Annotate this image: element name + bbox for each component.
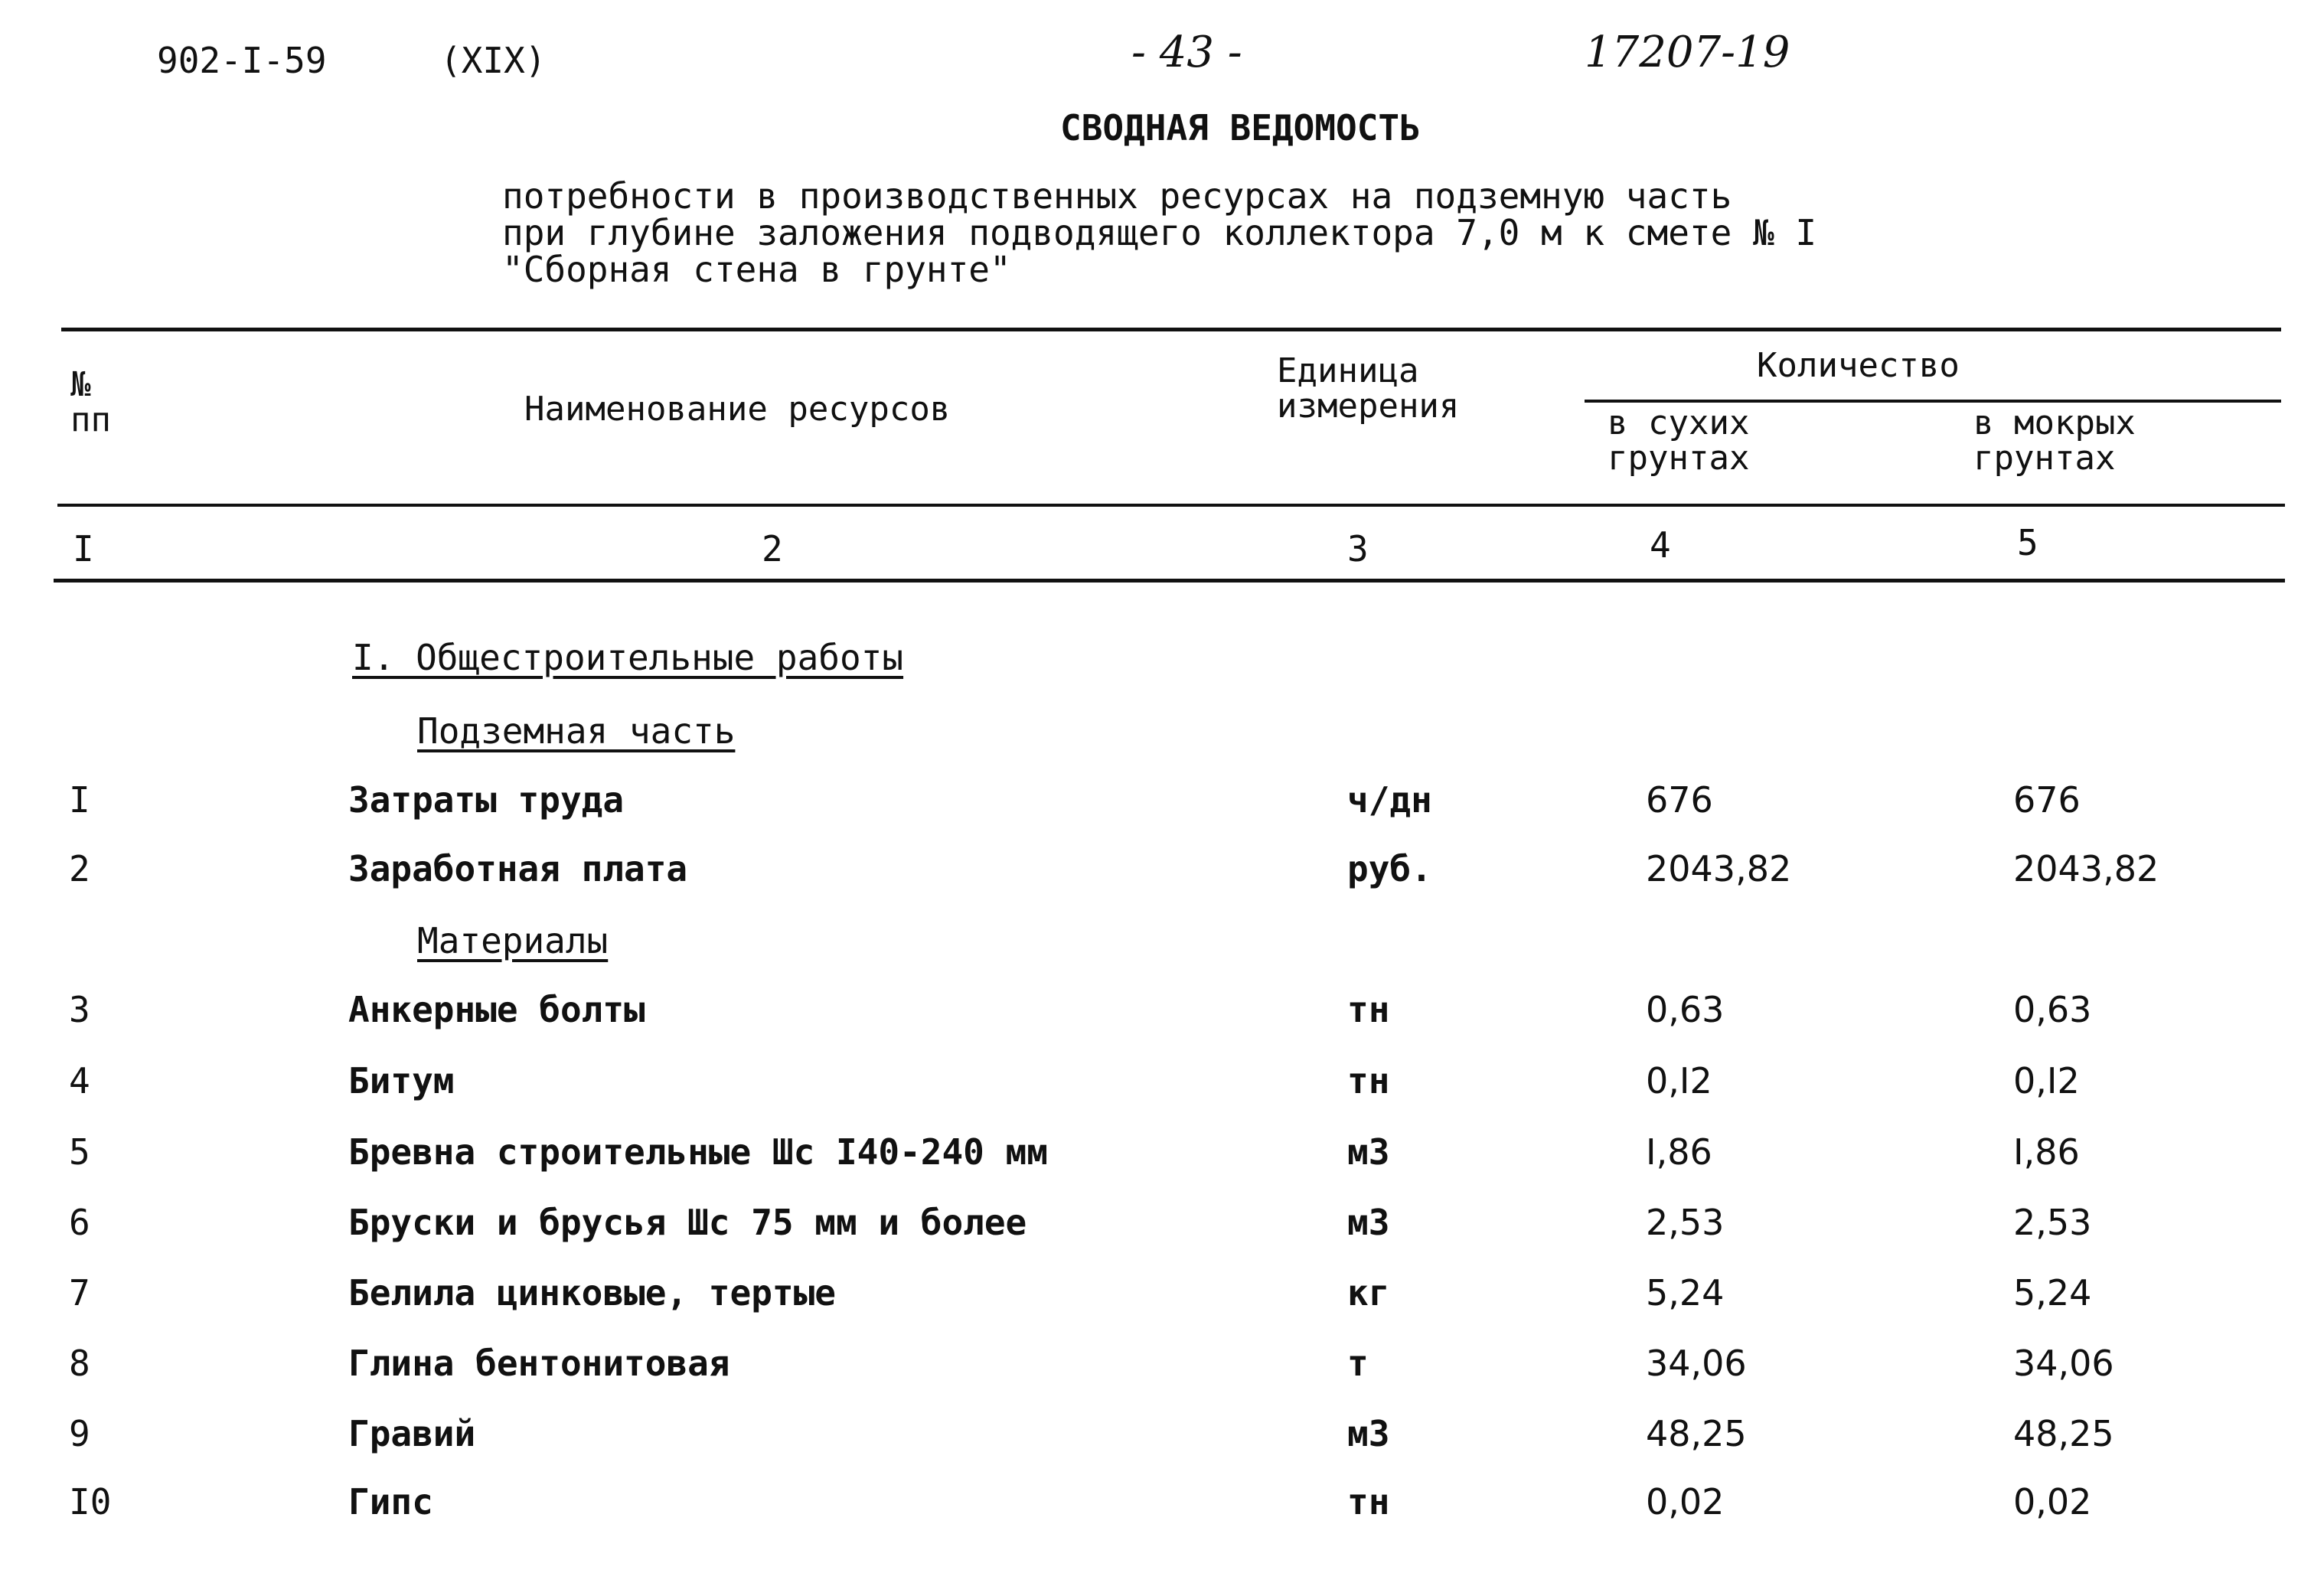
document-code: 902-I-59 [157, 40, 327, 81]
volume-number: (XIX) [440, 40, 547, 81]
row-number: I [69, 779, 90, 821]
table-row [0, 1413, 2324, 1467]
doc-number-handwritten: 17207-19 [1585, 28, 1790, 77]
subtitle-line-3: "Сборная стена в грунте" [502, 249, 1011, 290]
resource-name: Затраты труда [348, 779, 625, 821]
resource-name: Бруски и брусья Шс 75 мм и более [348, 1202, 1027, 1243]
resource-name: Битум [348, 1060, 455, 1101]
table-row [0, 779, 2324, 833]
table-row [0, 1272, 2324, 1326]
unit: м3 [1347, 1131, 1390, 1173]
table-row [0, 1343, 2324, 1396]
header-name: Наименование ресурсов [524, 390, 951, 429]
column-number-1: I [73, 528, 94, 569]
qty-wet: I,86 [2013, 1131, 2080, 1173]
table-row [0, 848, 2324, 902]
resource-name: Заработная плата [348, 848, 688, 889]
subsection-materials: Материалы [417, 920, 609, 961]
header-number: № пп [70, 365, 111, 439]
qty-dry: 2,53 [1646, 1202, 1725, 1243]
qty-dry: I,86 [1646, 1131, 1712, 1173]
table-row [0, 989, 2324, 1043]
resource-name: Глина бентонитовая [348, 1343, 730, 1384]
qty-dry: 0,63 [1646, 989, 1725, 1030]
qty-dry: 48,25 [1646, 1413, 1747, 1454]
qty-dry: 34,06 [1646, 1343, 1747, 1384]
unit: тн [1347, 1060, 1390, 1101]
header-bottom-rule [57, 504, 2285, 507]
qty-wet: 48,25 [2013, 1413, 2114, 1454]
qty-wet: 0,63 [2013, 989, 2092, 1030]
header-dry-soil: в сухих грунтах [1608, 403, 1750, 478]
qty-dry: 0,I2 [1646, 1060, 1712, 1101]
qty-dry: 2043,82 [1646, 848, 1792, 889]
column-number-3: 3 [1347, 528, 1369, 569]
resource-name: Гипс [348, 1481, 433, 1522]
qty-dry: 0,02 [1646, 1481, 1725, 1522]
unit: тн [1347, 989, 1390, 1030]
qty-wet: 0,02 [2013, 1481, 2092, 1522]
table-row [0, 1131, 2324, 1185]
qty-wet: 676 [2013, 779, 2081, 821]
unit: кг [1347, 1272, 1390, 1314]
table-row [0, 1060, 2324, 1114]
row-number: 9 [69, 1413, 90, 1454]
qty-wet: 34,06 [2013, 1343, 2114, 1384]
resource-name: Бревна строительные Шс I40-240 мм [348, 1131, 1048, 1173]
qty-dry: 676 [1646, 779, 1713, 821]
header-wet-soil: в мокрых грунтах [1973, 403, 2136, 478]
resource-name: Гравий [348, 1413, 476, 1454]
unit: м3 [1347, 1202, 1390, 1243]
section-title: I. Общестроительные работы [352, 637, 904, 678]
subsection-underground: Подземная часть [417, 710, 736, 752]
row-number: 7 [69, 1272, 90, 1314]
page-number: - 43 - [1131, 28, 1242, 77]
unit: м3 [1347, 1413, 1390, 1454]
table-row [0, 1202, 2324, 1255]
qty-wet: 2043,82 [2013, 848, 2159, 889]
quantity-divider-rule [1585, 400, 2281, 403]
resource-name: Анкерные болты [348, 989, 645, 1030]
unit: ч/дн [1347, 779, 1432, 821]
qty-wet: 5,24 [2013, 1272, 2092, 1314]
table-top-rule [61, 328, 2281, 331]
resource-name: Белила цинковые, тертые [348, 1272, 836, 1314]
column-number-5: 5 [2017, 522, 2038, 563]
row-number: 4 [69, 1060, 90, 1101]
column-number-4: 4 [1650, 524, 1671, 566]
qty-wet: 0,I2 [2013, 1060, 2080, 1101]
header-quantity: Количество [1757, 346, 1960, 385]
unit: руб. [1347, 848, 1432, 889]
subtitle-line-2: при глубине заложения подводящего коллектора 7,0 м к смете № I [502, 212, 1817, 253]
document-title: СВОДНАЯ ВЕДОМОСТЬ [1060, 107, 1421, 148]
row-number: 3 [69, 989, 90, 1030]
row-number: 8 [69, 1343, 90, 1384]
row-number: 2 [69, 848, 90, 889]
header-unit: Единица измерения [1277, 351, 1460, 426]
subtitle-line-1: потребности в производственных ресурсах на подземную часть [502, 175, 1732, 217]
qty-dry: 5,24 [1646, 1272, 1725, 1314]
unit: т [1347, 1343, 1369, 1384]
row-number: I0 [69, 1481, 112, 1522]
unit: тн [1347, 1481, 1390, 1522]
row-number: 5 [69, 1131, 90, 1173]
qty-wet: 2,53 [2013, 1202, 2092, 1243]
column-number-2: 2 [762, 528, 783, 569]
row-number: 6 [69, 1202, 90, 1243]
table-row [0, 1481, 2324, 1535]
column-numbers-rule [54, 579, 2285, 583]
